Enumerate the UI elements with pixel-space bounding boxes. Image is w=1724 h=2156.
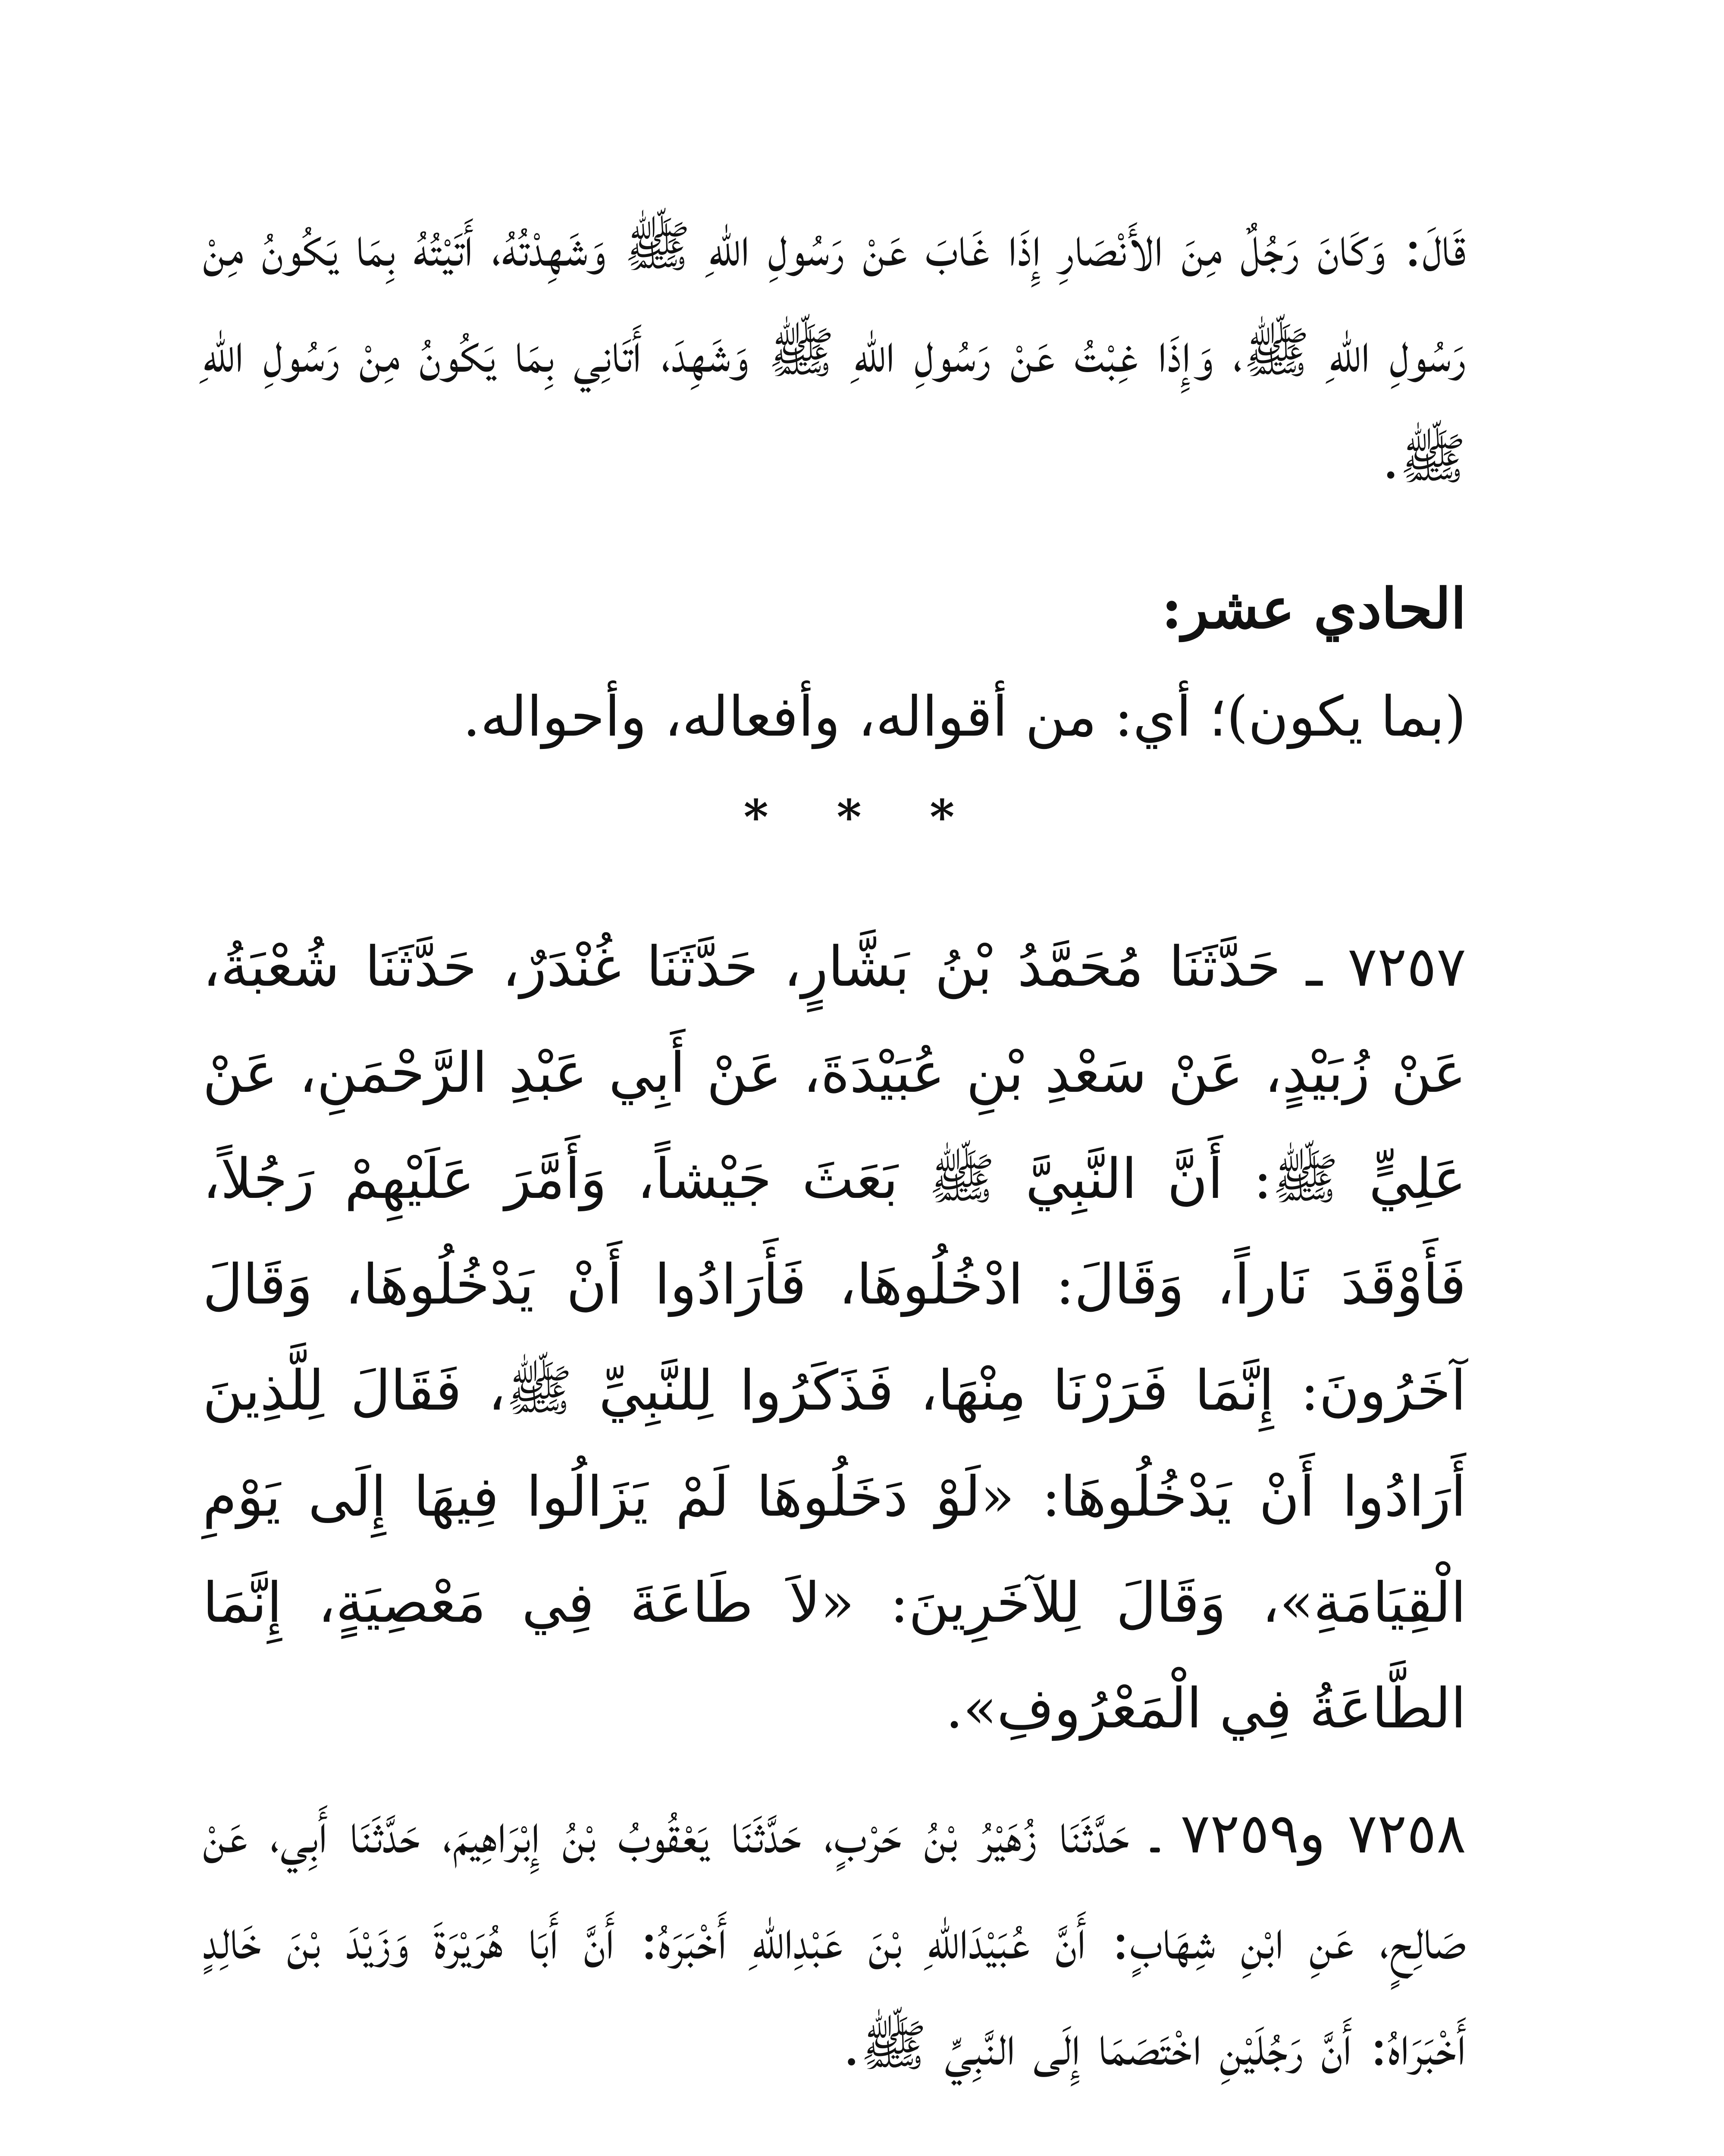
paragraph-narration: قَالَ: وَكَانَ رَجُلٌ مِنَ الأَنْصَارِ إِذَا غَابَ عَنْ رَسُولِ اللهِ ﷺ وَشَهِدْتُهُ، أَتَيْتُهُ بِمَا يَكُونُ مِنْ رَسُولِ اللهِ ﷺ، وَإِذَا غِبْتُ عَنْ رَسُولِ اللهِ ﷺ وَشَهِدَ، أَتَانِي بِمَا يَكُونُ مِنْ رَسُولِ اللهِ ﷺ.	[203, 215, 1467, 491]
commentary-line: (بما يكون)؛ أي: من أقواله، وأفعاله، وأحواله.	[463, 685, 1466, 749]
section-heading: الحادي عشر:	[1161, 577, 1466, 641]
section-separator: * * *	[743, 789, 981, 845]
hadith-7258-7259: ٧٢٥٨ و٧٢٥٩ ـ حَدَّثَنَا زُهَيْرُ بْنُ حَرْبٍ، حَدَّثَنَا يَعْقُوبُ بْنُ إِبْرَاهِيمَ، حَدَّثَنَا أَبِي، عَنْ صَالِحٍ، عَنِ ابْنِ شِهَابٍ: أَنَّ عُبَيْدَاللهِ بْنَ عَبْدِاللهِ أَخْبَرَهُ: أَنَّ أَبَا هُرَيْرَةَ وَزَيْدَ بْنَ خَالِدٍ أَخْبَرَاهُ: أَنَّ رَجُلَيْنِ اخْتَصَمَا إِلَى النَّبِيِّ ﷺ.	[203, 1802, 1467, 2078]
hadith-7257: ٧٢٥٧ ـ حَدَّثَنَا مُحَمَّدُ بْنُ بَشَّارٍ، حَدَّثَنَا غُنْدَرٌ، حَدَّثَنَا شُعْبَةُ، عَنْ زُبَيْدٍ، عَنْ سَعْدِ بْنِ عُبَيْدَةَ، عَنْ أَبِي عَبْدِ الرَّحْمَنِ، عَنْ عَلِيٍّ ﷺ: أَنَّ النَّبِيَّ ﷺ بَعَثَ جَيْشاً، وَأَمَّرَ عَلَيْهِمْ رَجُلاً، فَأَوْقَدَ نَاراً، وَقَالَ: ادْخُلُوهَا، فَأَرَادُوا أَنْ يَدْخُلُوهَا، وَقَالَ آخَرُونَ: إِنَّمَا فَرَرْنَا مِنْهَا، فَذَكَرُوا لِلنَّبِيِّ ﷺ، فَقَالَ لِلَّذِينَ أَرَادُوا أَنْ يَدْخُلُوهَا: «لَوْ دَخَلُوهَا لَمْ يَزَالُوا فِيهَا إِلَى يَوْمِ الْقِيَامَةِ»، وَقَالَ لِلآخَرِينَ: «لاَ طَاعَةَ فِي مَعْصِيَةٍ، إِنَّمَا الطَّاعَةُ فِي الْمَعْرُوفِ».	[203, 935, 1467, 1741]
